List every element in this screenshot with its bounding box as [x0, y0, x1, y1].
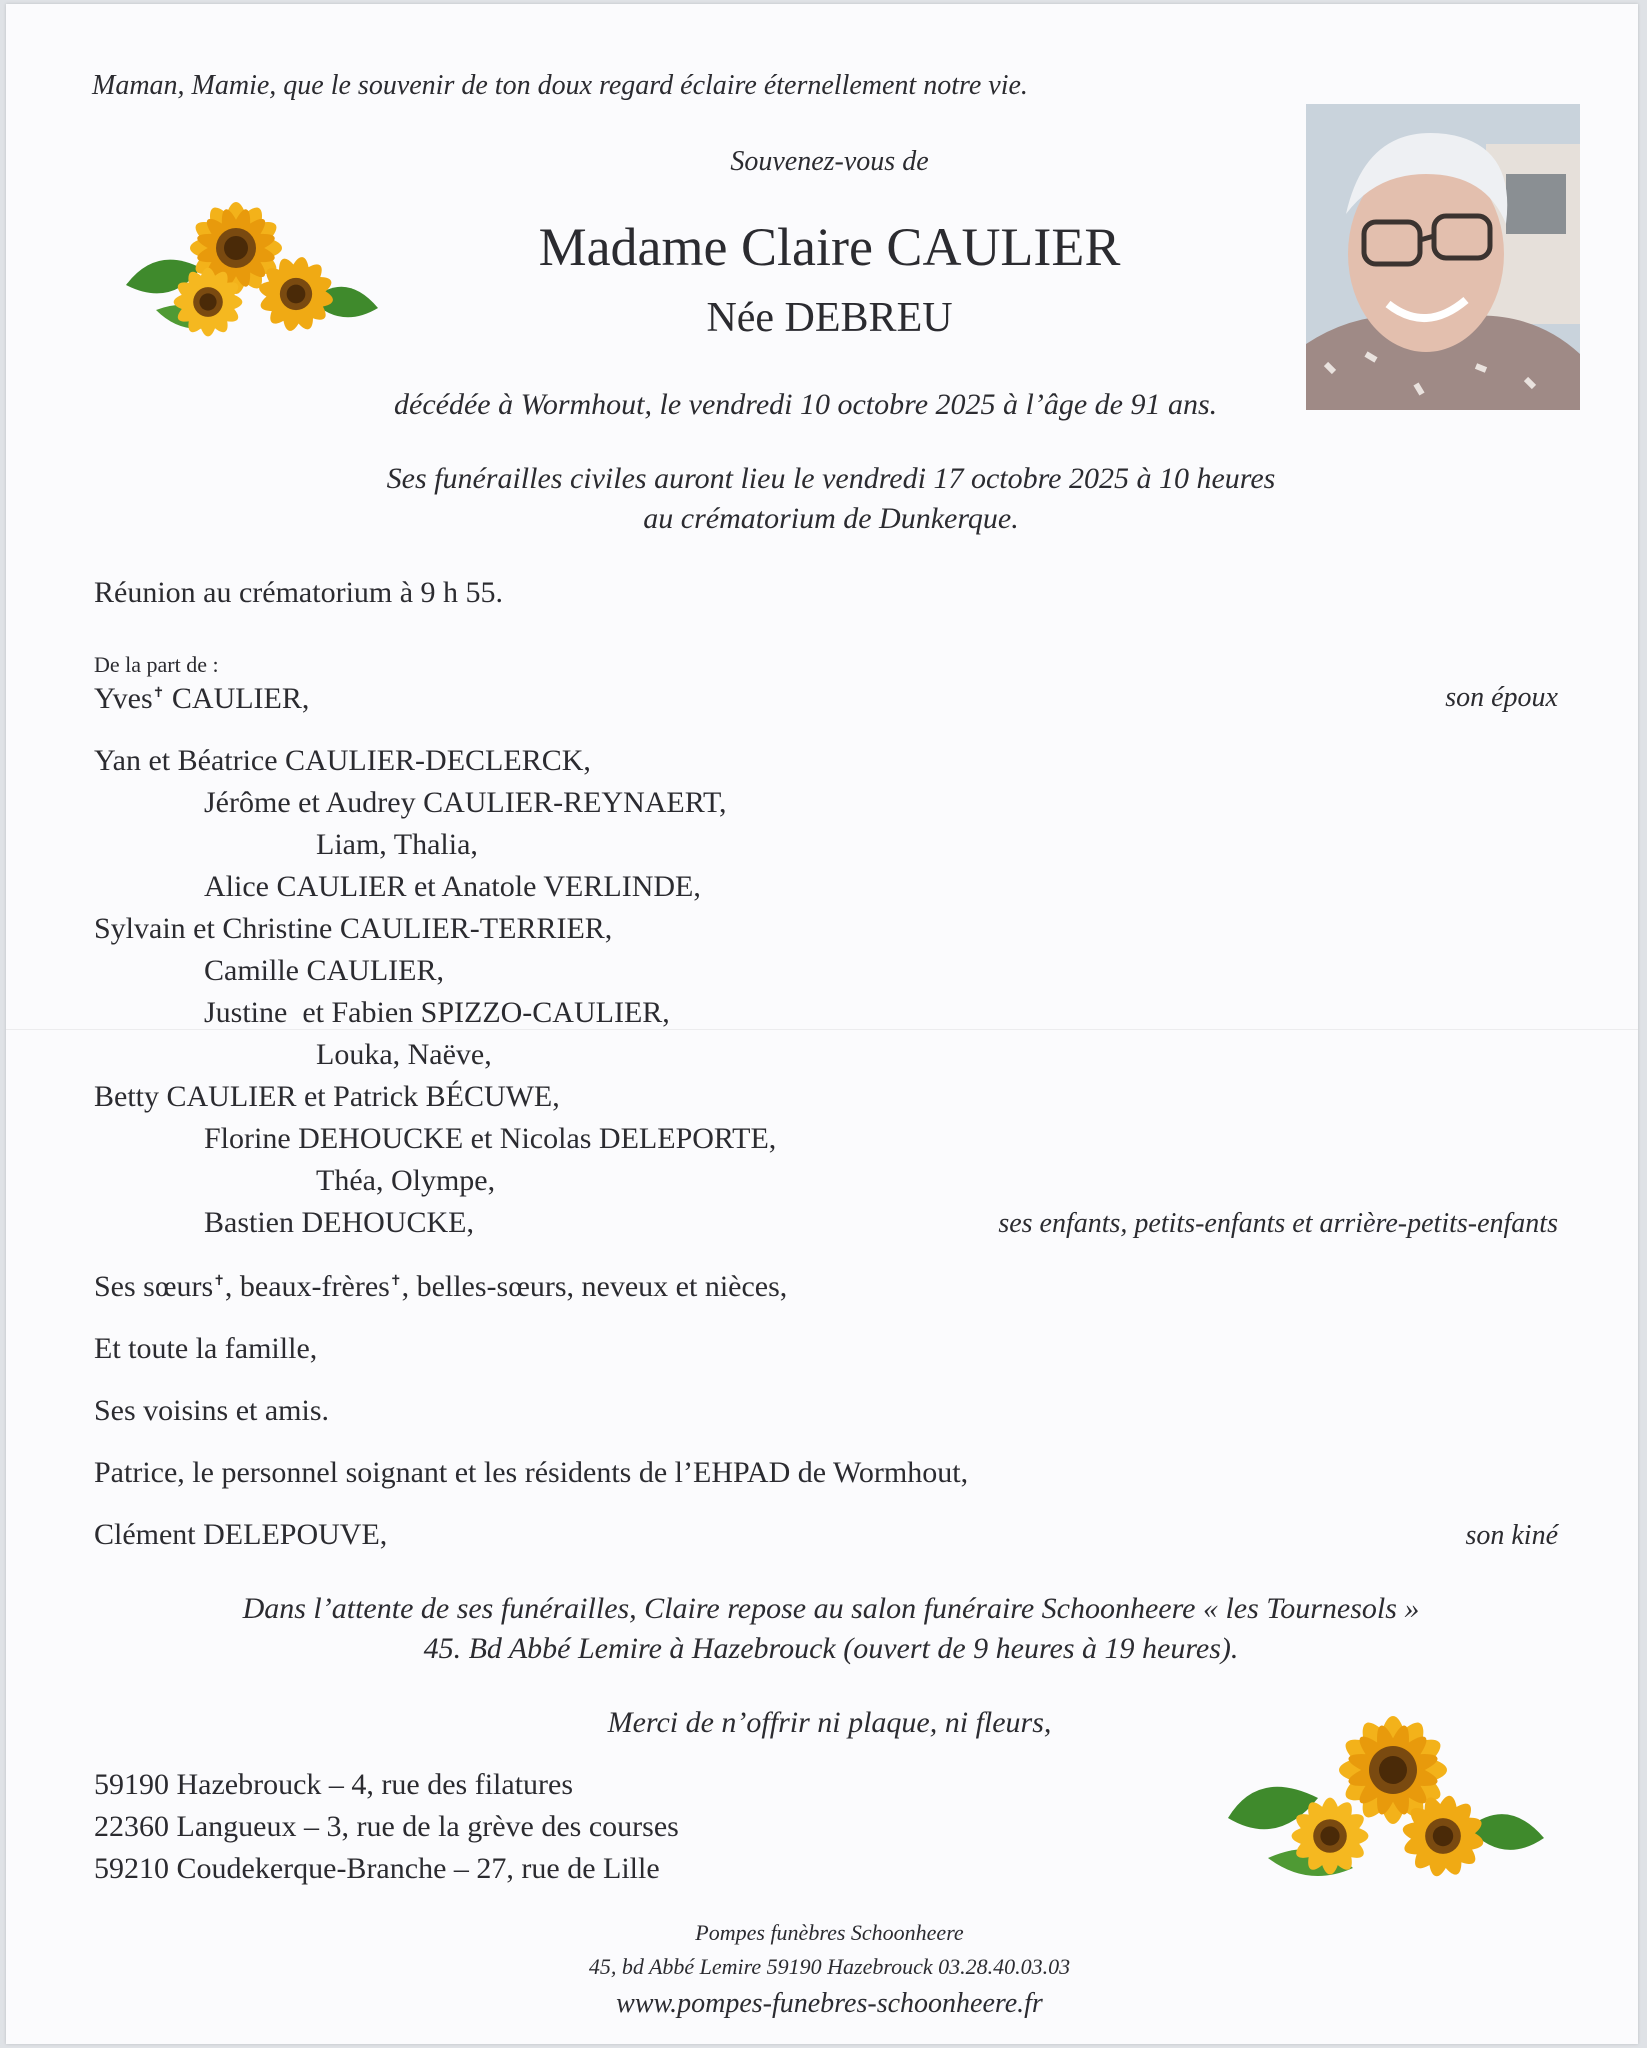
family-line: Jérôme et Audrey CAULIER-REYNAERT, [204, 786, 727, 819]
souvenez-label: Souvenez-vous de [730, 146, 929, 177]
reunion-text: Réunion au crématorium à 9 h 55. [94, 576, 504, 609]
death-info: décédée à Wormhout, le vendredi 10 octobre 2025 à l’âge de 91 ans. [394, 388, 1218, 421]
family-line: Théa, Olympe, [316, 1164, 496, 1197]
family-relation: ses enfants, petits-enfants et arrière-petits-enfants [998, 1208, 1558, 1239]
footer-address: 45, bd Abbé Lemire 59190 Hazebrouck 03.28.40.03.03 [588, 1954, 1071, 1979]
maiden-name: Née DEBREU [706, 295, 953, 341]
siblings-part-2: , beaux-frères [224, 1270, 390, 1303]
de-la-part-label: De la part de : [94, 652, 219, 677]
spouse-relation: son époux [1445, 682, 1558, 713]
cross-icon: ✝ [152, 686, 165, 701]
family-line: Justine et Fabien SPIZZO-CAULIER, [204, 996, 670, 1029]
family-line: Yan et Béatrice CAULIER-DECLERCK, [94, 744, 591, 777]
spouse-surname: CAULIER, [164, 682, 310, 715]
address-line: 22360 Langueux – 3, rue de la grève des courses [94, 1810, 679, 1843]
cross-icon: ✝ [213, 1274, 225, 1289]
funeral-notice [6, 4, 1638, 2044]
deceased-name: Madame Claire CAULIER [538, 217, 1121, 277]
cross-icon: ✝ [389, 1274, 402, 1289]
siblings-line [94, 1270, 787, 1304]
salon-line-1: Dans l’attente de ses funérailles, Claire repose au salon funéraire Schoonheere « les Tournesols » [242, 1592, 1420, 1625]
family-line: Florine DEHOUCKE et Nicolas DELEPORTE, [204, 1122, 777, 1155]
family-line: Louka, Naëve, [316, 1038, 492, 1071]
family-line: Alice CAULIER et Anatole VERLINDE, [204, 870, 701, 903]
family-line: Bastien DEHOUCKE, [204, 1206, 474, 1239]
portrait-photo [1306, 104, 1580, 410]
siblings-part-1: Ses sœurs [94, 1270, 214, 1303]
no-flowers-note: Merci de n’offrir ni plaque, ni fleurs, [607, 1706, 1052, 1739]
family-line: Liam, Thalia, [316, 828, 478, 861]
funeral-line-2: au crématorium de Dunkerque. [643, 502, 1019, 535]
physio-name: Clément DELEPOUVE, [94, 1518, 388, 1551]
siblings-part-3: , belles-sœurs, neveux et nièces, [401, 1270, 788, 1303]
footer-company: Pompes funèbres Schoonheere [695, 1920, 964, 1945]
footer-website[interactable]: www.pompes-funebres-schoonheere.fr [616, 1988, 1043, 2019]
whole-family-line: Et toute la famille, [94, 1332, 318, 1365]
spouse-name [94, 682, 309, 716]
portrait-image [1306, 104, 1580, 410]
funeral-line-1: Ses funérailles civiles auront lieu le vendredi 17 octobre 2025 à 10 heures [386, 462, 1276, 495]
family-line: Betty CAULIER et Patrick BÉCUWE, [94, 1080, 560, 1113]
address-line: 59190 Hazebrouck – 4, rue des filatures [94, 1768, 574, 1801]
sunflower-icon [1218, 1708, 1548, 1888]
physio-relation: son kiné [1465, 1520, 1558, 1551]
family-line: Camille CAULIER, [204, 954, 444, 987]
spouse-first-name: Yves [94, 682, 153, 715]
epigraph: Maman, Mamie, que le souvenir de ton doux regard éclaire éternellement notre vie. [92, 70, 1028, 101]
sunflower-icon [116, 190, 386, 350]
ehpad-line: Patrice, le personnel soignant et les résidents de l’EHPAD de Wormhout, [94, 1456, 969, 1489]
address-line: 59210 Coudekerque-Branche – 27, rue de Lille [94, 1852, 660, 1885]
salon-line-2: 45. Bd Abbé Lemire à Hazebrouck (ouvert de 9 heures à 19 heures). [423, 1632, 1239, 1665]
family-line: Sylvain et Christine CAULIER-TERRIER, [94, 912, 613, 945]
neighbours-line: Ses voisins et amis. [94, 1394, 330, 1427]
